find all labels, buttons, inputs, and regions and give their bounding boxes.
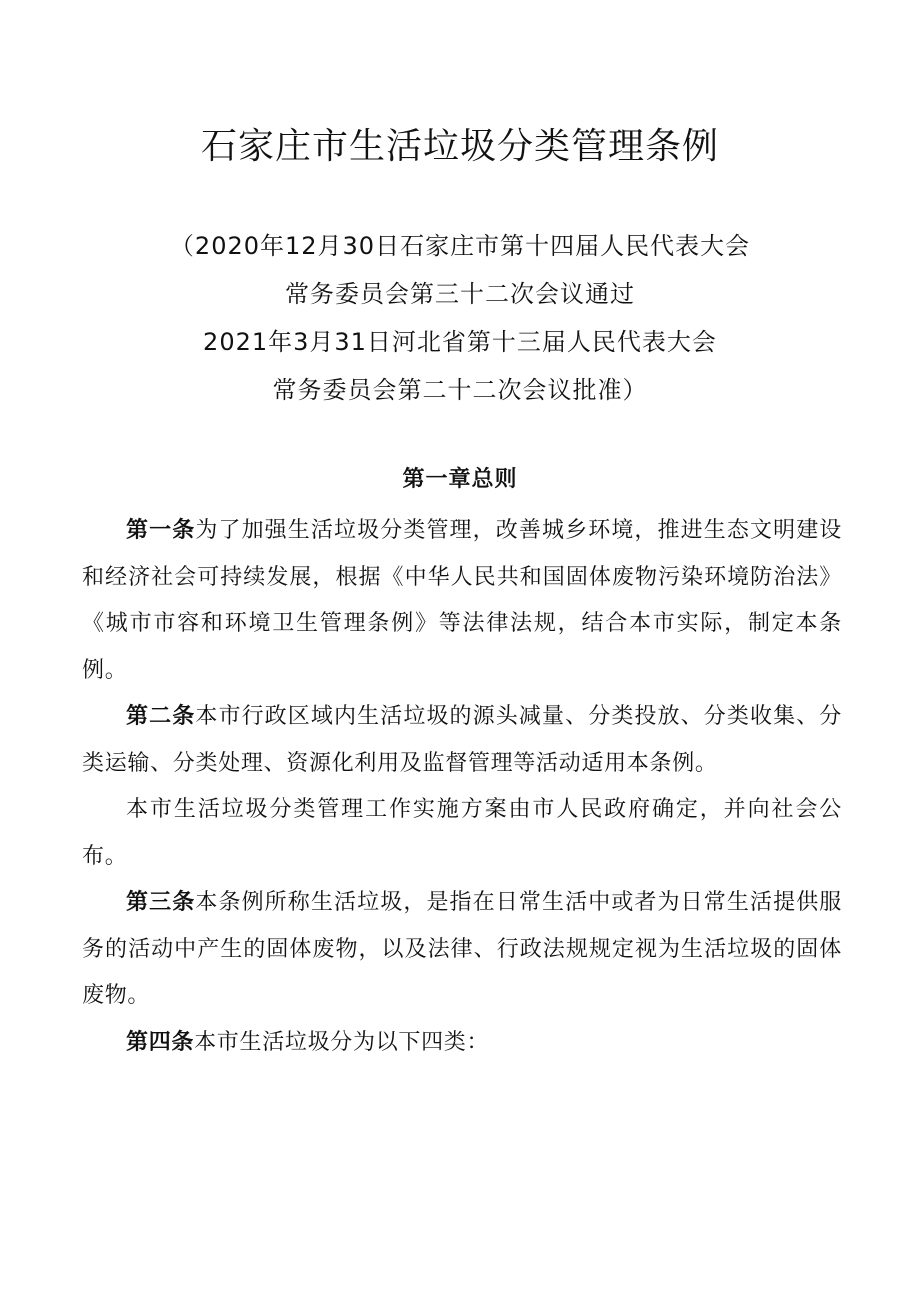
article-label: 第一条 [126, 518, 196, 543]
chapter-heading: 第一章总则 [402, 467, 518, 492]
article-paragraph [82, 1020, 842, 1067]
article-label: 第二条 [126, 704, 196, 729]
article-text: 本条例所称生活垃圾，是指在日常生活中或者为日常生活提供服务的活动中产生的固体废物，以及法律、行政法规规定视为生活垃圾的固体废物。 [82, 890, 842, 1008]
article-text: 本市行政区域内生活垃圾的源头减量、分类投放、分类收集、分类运输、分类处理、资源化利用及监督管理等活动适用本条例。 [82, 704, 842, 776]
article-paragraph [82, 880, 842, 1020]
article-label: 第三条 [126, 890, 196, 915]
article-label: 第四条 [126, 1029, 195, 1055]
article-paragraph [82, 694, 842, 787]
enactment-note [0, 222, 920, 414]
article-text: 为了加强生活垃圾分类管理，改善城乡环境，推进生态文明建设和经济社会可持续发展，根据《中华人民共和国固体废物污染环境防治法》《城市市容和环境卫生管理条例》等法律法规，结合本市实际，制定本条例。 [82, 518, 842, 683]
article-text: 本市生活垃圾分为以下四类： [194, 1029, 490, 1055]
article-paragraph [82, 787, 842, 880]
document-body [82, 508, 842, 1066]
enactment-note-line: （2020年12月30日石家庄市第十四届人民代表大会 [169, 232, 751, 260]
enactment-note-line: 常务委员会第三十二次会议通过 [285, 280, 635, 308]
article-paragraph [82, 508, 842, 694]
article-text: 本市生活垃圾分类管理工作实施方案由市人民政府确定，并向社会公布。 [82, 797, 842, 869]
enactment-note-line: 常务委员会第二十二次会议批准） [272, 376, 648, 404]
enactment-note-line: 2021年3月31日河北省第十三届人民代表大会 [203, 328, 717, 356]
document-title: 石家庄市生活垃圾分类管理条例 [200, 126, 719, 167]
